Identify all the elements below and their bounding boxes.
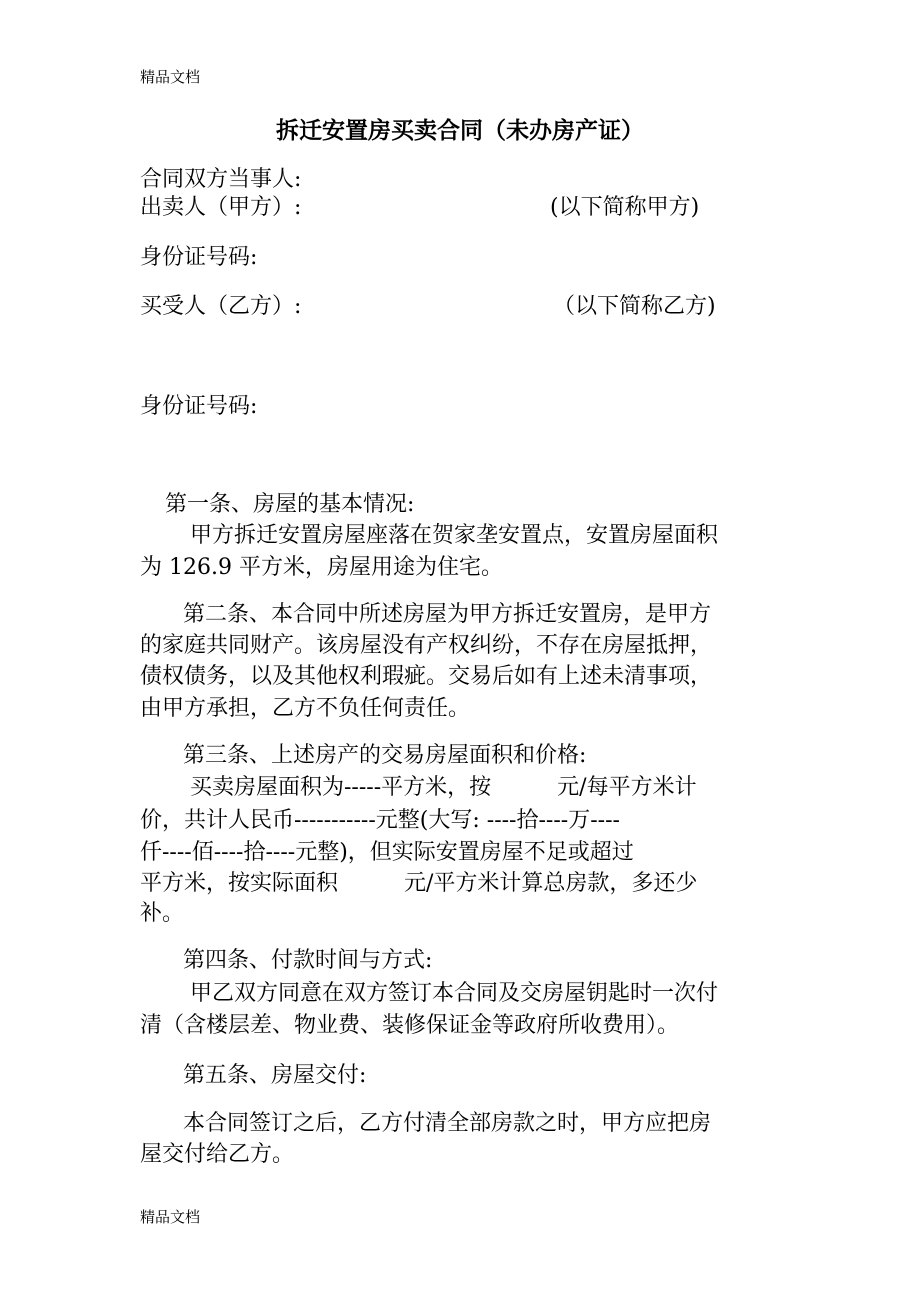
article5-line: 本合同签订之后，乙方付清全部房款之时，甲方应把房 xyxy=(183,1111,712,1136)
article5-heading: 第五条、房屋交付: xyxy=(183,1063,367,1088)
article5-line: 屋交付给乙方。 xyxy=(140,1142,295,1167)
buyer-id-label: 身份证号码: xyxy=(140,394,258,419)
page-footer: 精品文档 xyxy=(140,1208,201,1226)
article3-heading: 第三条、上述房产的交易房屋面积和价格: xyxy=(183,743,587,768)
article3-line: 价，共计人民币-----------元整(大写: ----拾----万---- xyxy=(140,808,620,833)
article4-heading: 第四条、付款时间与方式: xyxy=(183,948,433,973)
article2-line: 债权债务，以及其他权利瑕疵。交易后如有上述未清事项， xyxy=(140,664,713,689)
article1-heading: 第一条、房屋的基本情况: xyxy=(165,492,415,517)
article2-line: 由甲方承担，乙方不负任何责任。 xyxy=(140,696,471,721)
article3-line: 买卖房屋面积为-----平方米，按 元/每平方米计 xyxy=(190,775,697,800)
article3-line: 补。 xyxy=(140,901,185,926)
buyer-label: 买受人（乙方）: xyxy=(140,294,302,319)
seller-label: 出卖人（甲方）: xyxy=(140,195,302,220)
parties-intro: 合同双方当事人: xyxy=(140,167,302,192)
article4-line: 甲乙双方同意在双方签订本合同及交房屋钥匙时一次付 xyxy=(190,981,719,1006)
article1-line: 为 126.9 平方米，房屋用途为住宅。 xyxy=(140,555,503,580)
buyer-abbreviation: （以下简称乙方) xyxy=(553,294,716,319)
seller-id-label: 身份证号码: xyxy=(140,245,258,270)
page-header: 精品文档 xyxy=(140,68,201,86)
document-title: 拆迁安置房买卖合同（未办房产证） xyxy=(276,117,644,144)
seller-abbreviation: (以下简称甲方) xyxy=(550,195,700,220)
article2-line: 第二条、本合同中所述房屋为甲方拆迁安置房，是甲方 xyxy=(183,602,712,627)
article3-line: 仟----佰----拾----元整)，但实际安置房屋不足或超过 xyxy=(140,840,634,865)
article1-line: 甲方拆迁安置房屋座落在贺家垄安置点，安置房屋面积 xyxy=(190,523,719,548)
article3-line: 平方米，按实际面积 元/平方米计算总房款，多还少 xyxy=(140,871,698,896)
article4-line: 清（含楼层差、物业费、装修保证金等政府所收费用）。 xyxy=(140,1013,680,1038)
article2-line: 的家庭共同财产。该房屋没有产权纠纷，不存在房屋抵押， xyxy=(140,633,713,658)
